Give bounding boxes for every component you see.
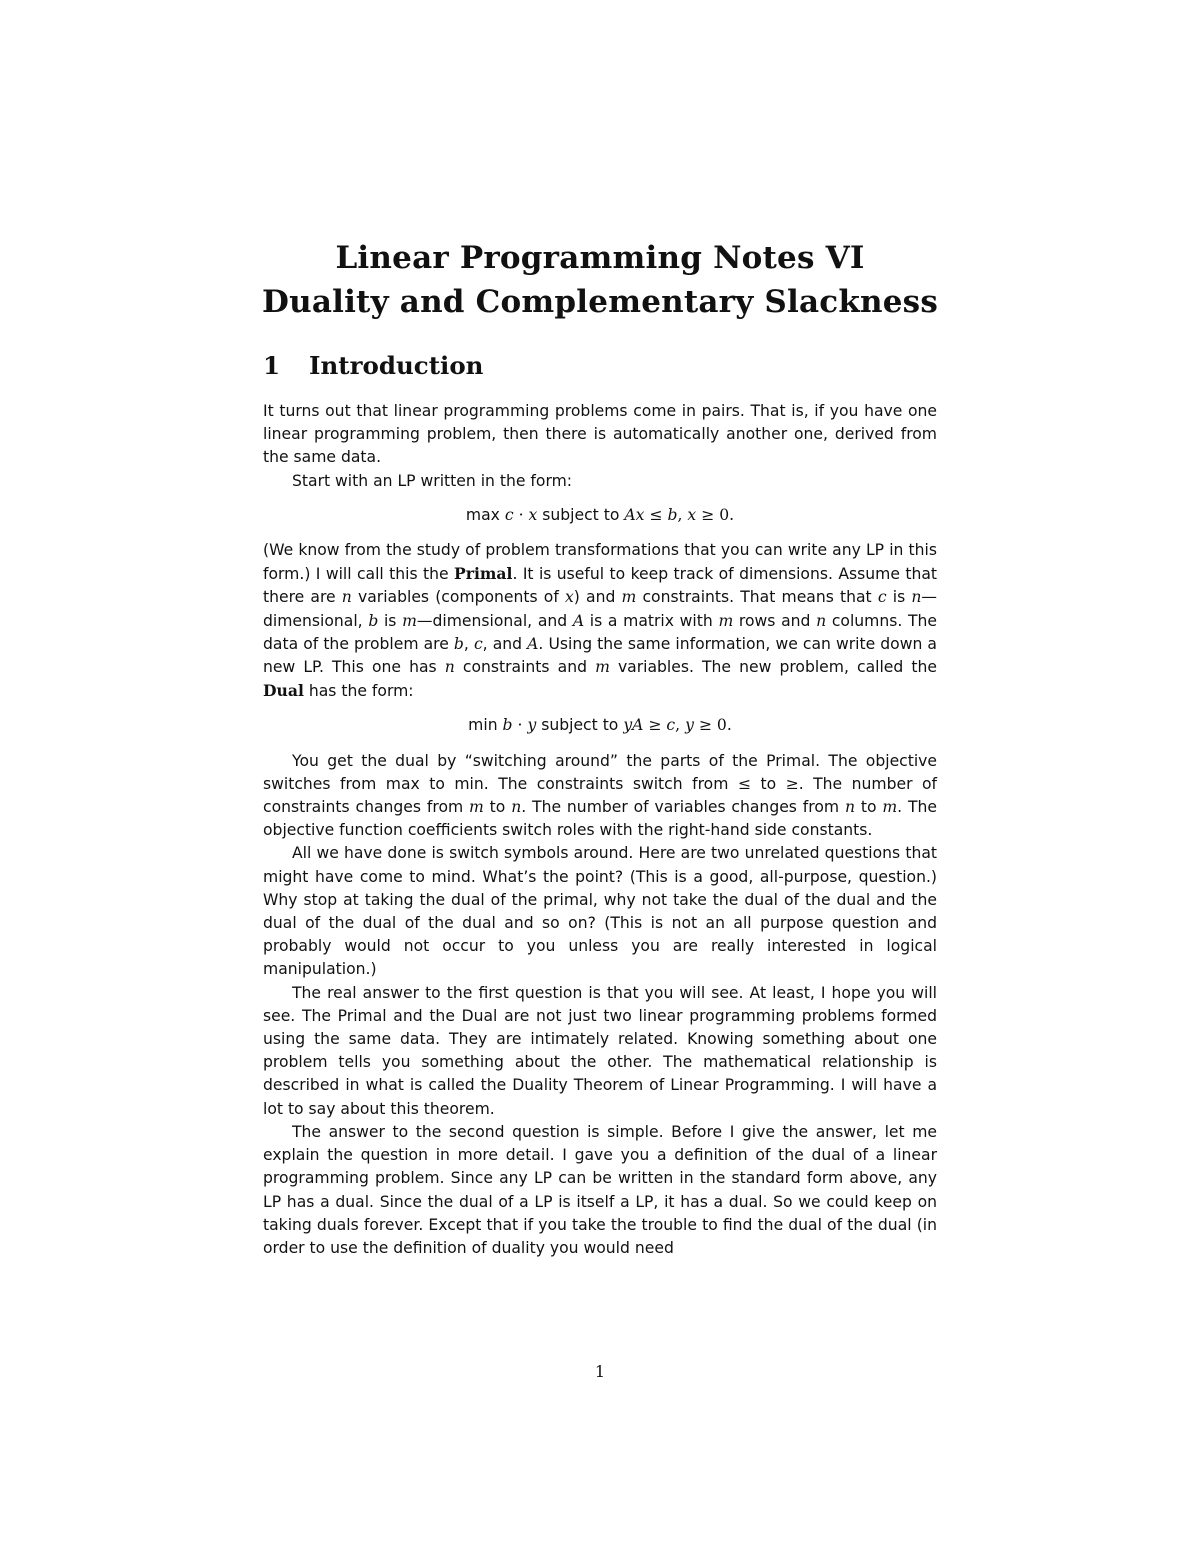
p3-text: is [886,588,912,607]
eq-comma: , [677,505,683,524]
term-dual: Dual [263,681,304,701]
page-number: 1 [594,1362,606,1381]
math-n: n [911,588,922,607]
p4-text: . The objective function coefficients switch roles with the right-hand side constants. [263,798,937,840]
p3-text: . It is useful to keep track of dimensions. Assume that there are [263,565,938,607]
p3-text: variables. The new problem, called the [609,658,937,677]
math-n: n [444,658,455,677]
p4-text: to [854,798,883,817]
eq-x-2: x [687,505,697,524]
p4-text: to [750,774,786,793]
eq-le: ≤ [649,505,663,524]
math-m: m [621,588,637,607]
eq-min: min [468,716,498,735]
dual-equation [263,714,937,737]
eq-x: x [528,505,538,524]
primal-equation [263,504,937,527]
p4-text: to [483,798,512,817]
math-le: ≤ [737,774,751,793]
p3-text: —dimensional, and [416,611,573,630]
section-title: Introduction [309,351,484,380]
p3-text: . Using the same information, we can write down a new LP. This one has [263,634,937,677]
math-n: n [844,798,855,817]
eq-dot: · [518,505,524,524]
title-line-1: Linear Programming Notes VI [335,240,865,276]
math-A: A [527,634,539,653]
eq-c: c [666,716,676,735]
p3-text: (We know from the study of problem transformations that you can write any LP in this form.) I will call this the [263,541,937,584]
eq-subject-to: subject to [542,505,620,524]
eq-b: b [667,505,678,524]
p3-text: rows and [733,611,817,630]
paragraph-2: Start with an LP written in the form: [292,471,573,490]
math-A: A [572,611,585,630]
p3-text: is [378,611,403,630]
p3-text: columns. The data of the problem are [263,611,938,653]
p3-text: has the form: [303,682,414,701]
math-m: m [469,798,484,817]
eq-yA: yA [623,716,644,735]
paragraph-7: The answer to the second question is simple. Before I give the answer, let me explain the question in more detail. I gave you a definition of the dual of a linear programming problem. Since any LP can be written in the standard form above, any LP has a dual. Since the dual of a LP is itself a LP, it has a dual. So we could keep on taking duals forever. Except that if you take the trouble to find the dual of the dual (in order to use the definition of duality you would need [263,1122,937,1257]
eq-ge: ≥ [701,505,715,524]
eq-subject-to: subject to [541,716,619,735]
math-c: c [473,634,483,653]
math-m: m [595,658,610,677]
p3-text: —dimensional, [263,588,937,630]
p3-text: , and [482,634,528,653]
math-m: m [882,798,898,817]
math-x: x [564,588,574,607]
eq-ge: ≥ [648,716,662,735]
eq-y-2: y [685,716,694,735]
eq-comma: , [675,716,681,735]
document-title [0,236,1200,324]
eq-y: y [527,716,537,735]
eq-dot: · [517,716,523,735]
section-number: 1 [263,351,281,380]
math-n: n [511,798,522,817]
p3-text: constraints. That means that [636,588,878,607]
title-line-2: Duality and Complementary Slackness [262,284,938,320]
eq-b: b [502,716,513,735]
paragraph-4 [263,750,937,843]
math-n: n [816,611,827,630]
math-m: m [402,611,417,630]
term-primal: Primal [454,564,513,584]
math-b: b [453,634,464,653]
eq-Ax: Ax [624,505,645,524]
math-m: m [718,611,734,630]
body-text [263,400,937,1260]
p3-text: is a matrix with [584,611,719,630]
math-b: b [368,611,379,630]
eq-zero: 0. [716,716,732,735]
paragraph-6: The real answer to the first question is that you will see. At least, I hope you will see. The Primal and the Dual are not just two linear programming problems formed using the same data. They are intimately related. Knowing something about one problem tells you something about the other. The mathematical relationship is described in what is called the Duality Theorem of Linear Programming. I will have a lot to say about this theorem. [263,983,937,1118]
eq-max: max [465,505,500,524]
p3-text: , [463,634,474,653]
p4-text: . The number of constraints changes from [263,774,937,817]
eq-c: c [504,505,514,524]
paragraph-5: All we have done is switch symbols around. Here are two unrelated questions that might have come to mind. What’s the point? (This is a good, all-purpose, question.) Why stop at taking the dual of the primal, why not take the dual of the dual and the dual of the dual of the dual and so on? (This is not an all purpose question and probably would not occur to you unless you are really interested in logical manipulation.) [263,844,937,979]
eq-zero: 0. [719,505,735,524]
p3-text: constraints and [454,658,596,677]
paragraph-1: It turns out that linear programming problems come in pairs. That is, if you have one linear programming problem, then there is automatically another one, derived from the same data. [263,402,937,467]
p3-text: ) and [573,588,622,607]
section-heading [263,346,483,386]
p4-text: . The number of variables changes from [521,798,845,817]
p3-text: variables (components of [351,588,565,607]
paragraph-3 [263,539,937,703]
eq-ge: ≥ [698,716,712,735]
p4-text: You get the dual by “switching around” the parts of the Primal. The objective switches from max to min. The constraints switch from [263,751,937,793]
math-n: n [341,588,352,607]
math-ge: ≥ [785,774,799,793]
math-c: c [877,588,887,607]
